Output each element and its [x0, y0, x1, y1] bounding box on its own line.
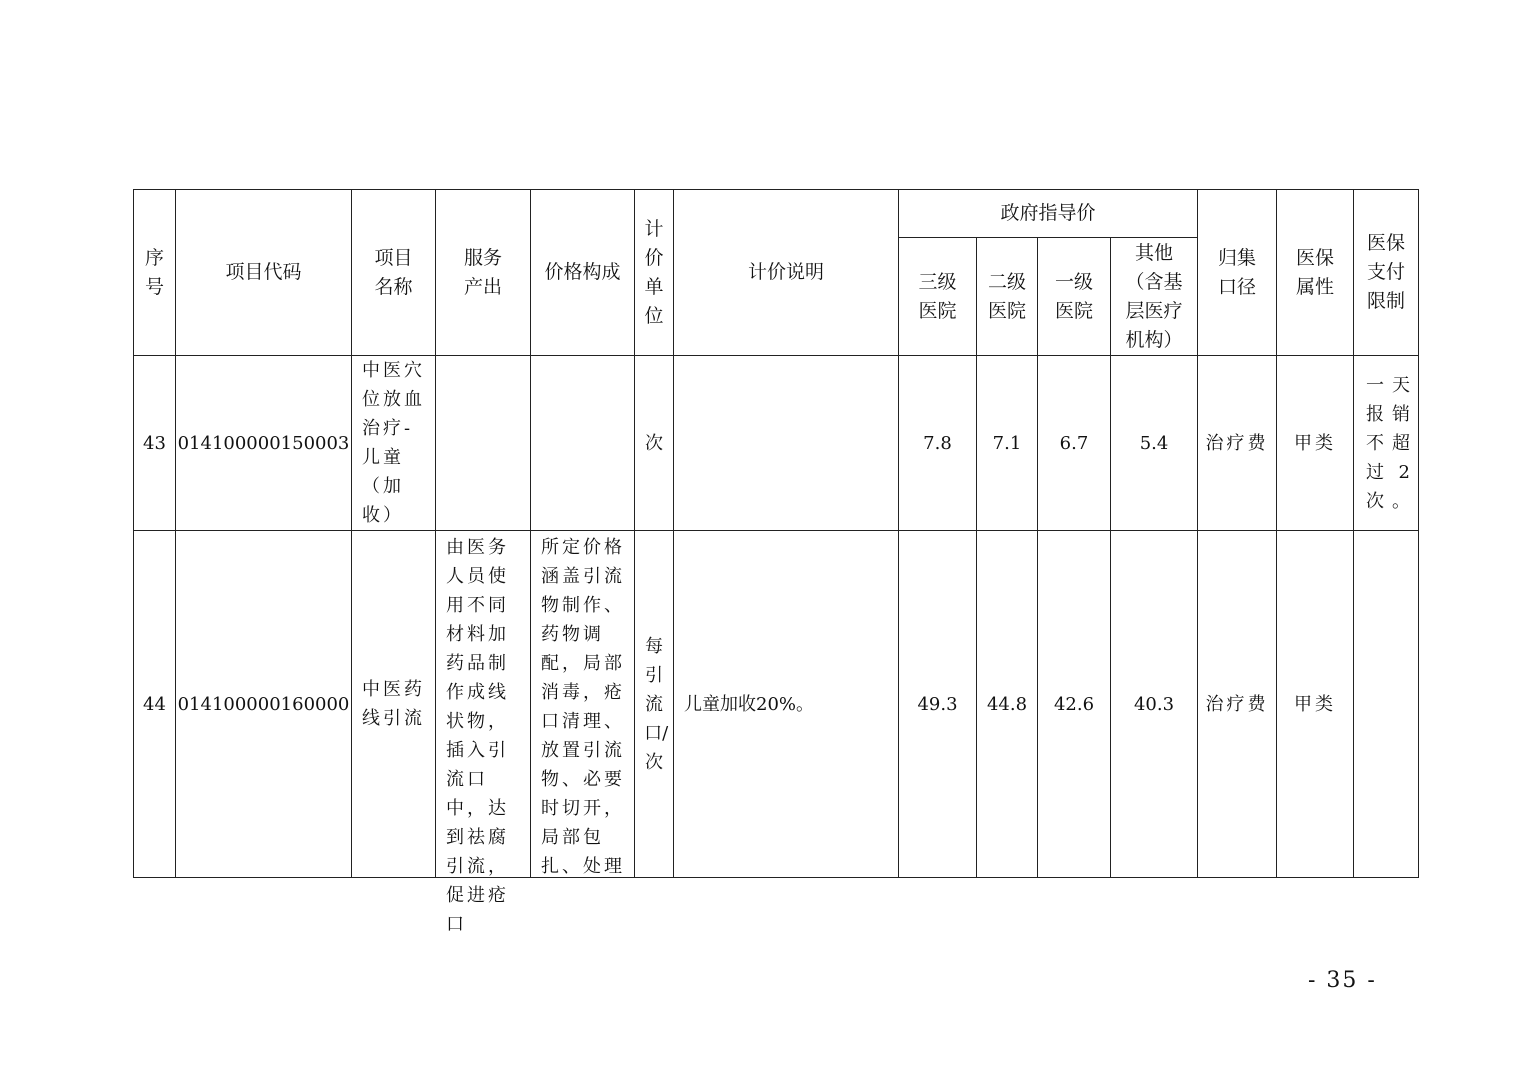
- cell-level3: 7.8: [899, 356, 977, 531]
- cell-name: 中医药线引流: [352, 531, 436, 878]
- header-gov-price: 政府指导价: [899, 190, 1198, 238]
- cell-level2: 7.1: [977, 356, 1038, 531]
- cell-level2: 44.8: [977, 531, 1038, 878]
- cell-insurance: 甲类: [1277, 356, 1354, 531]
- cell-output: 由医务人员使用不同材料加药品制作成线状物，插入引流口中，达到祛腐引流，促进疮口: [436, 531, 531, 878]
- cell-desc: 儿童加收20%。: [674, 531, 899, 878]
- cell-output: [436, 356, 531, 531]
- table-row: [134, 356, 1419, 531]
- header-composition: 价格构成: [531, 190, 635, 356]
- cell-limit: 一天报销不超过2次。: [1354, 356, 1419, 531]
- cell-code: 014100000150003: [176, 356, 352, 531]
- cell-category: 治疗费: [1198, 531, 1277, 878]
- header-seq: 序号: [134, 190, 176, 356]
- cell-other: 5.4: [1111, 356, 1198, 531]
- header-insurance: 医保属性: [1277, 190, 1354, 356]
- header-other: 其他（含基层医疗机构）: [1111, 238, 1198, 356]
- header-name: 项目名称: [352, 190, 436, 356]
- cell-code: 014100000160000: [176, 531, 352, 878]
- header-level2: 二级医院: [977, 238, 1038, 356]
- header-category: 归集口径: [1198, 190, 1277, 356]
- cell-unit: 每引流口/次: [635, 531, 674, 878]
- header-unit: 计价单位: [635, 190, 674, 356]
- header-level3: 三级医院: [899, 238, 977, 356]
- cell-level1: 6.7: [1038, 356, 1111, 531]
- cell-seq: 44: [134, 531, 176, 878]
- price-table: [133, 189, 1419, 935]
- cell-level1: 42.6: [1038, 531, 1111, 878]
- cell-unit: 次: [635, 356, 674, 531]
- cell-limit: [1354, 531, 1419, 878]
- cell-category: 治疗费: [1198, 356, 1277, 531]
- cell-other: 40.3: [1111, 531, 1198, 878]
- header-desc: 计价说明: [674, 190, 899, 356]
- page-number: - 35 -: [1308, 968, 1377, 993]
- cell-composition: 所定价格涵盖引流物制作、药物调配，局部消毒，疮口清理、放置引流物、必要时切开，局部包扎、处理: [531, 531, 635, 878]
- cell-seq: 43: [134, 356, 176, 531]
- header-limit: 医保支付限制: [1354, 190, 1419, 356]
- cell-level3: 49.3: [899, 531, 977, 878]
- header-output: 服务产出: [436, 190, 531, 356]
- cell-composition: [531, 356, 635, 531]
- table-row: [134, 531, 1419, 878]
- cell-desc: [674, 356, 899, 531]
- header-code: 项目代码: [176, 190, 352, 356]
- cell-insurance: 甲类: [1277, 531, 1354, 878]
- cell-name: 中医穴位放血治疗-儿童（加收）: [352, 356, 436, 531]
- header-level1: 一级医院: [1038, 238, 1111, 356]
